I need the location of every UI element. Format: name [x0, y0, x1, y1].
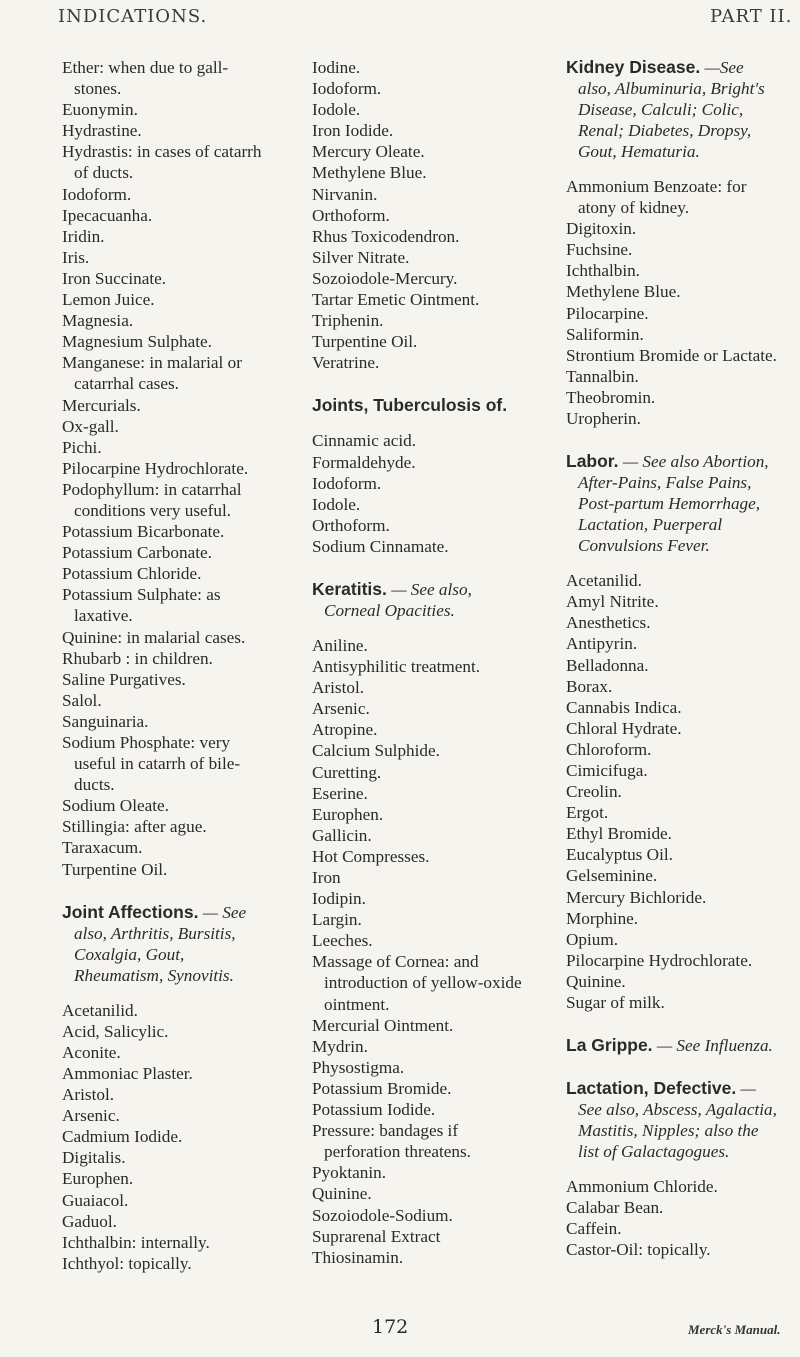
remedy-entry: Gaduol.	[62, 1211, 117, 1231]
remedy-entry: Ergot.	[566, 803, 609, 823]
remedy-entry: Ammonium Chloride.	[566, 1177, 718, 1197]
heading-title: Lactation, Defective.	[566, 1078, 737, 1099]
running-head-left: INDICATIONS.	[58, 6, 208, 27]
remedy-entry: Cannabis Indica.	[566, 697, 682, 717]
remedy-entry: Thiosinamin.	[312, 1247, 404, 1267]
remedy-entry: Curetting.	[312, 762, 382, 782]
remedy-entry: Turpentine Oil.	[62, 859, 168, 879]
remedy-entry: Gelseminine.	[566, 866, 658, 886]
remedy-entry: Calabar Bean.	[566, 1198, 664, 1218]
remedy-entry: Potassium Carbonate.	[62, 543, 212, 563]
remedy-entry: Iodipin.	[312, 889, 366, 909]
remedy-entry: Guaiacol.	[62, 1190, 129, 1210]
cross-reference: — See also, Arthritis, Bursitis, Coxalgia, Gout, Rheumatism, Synovitis.	[74, 902, 247, 985]
remedy-entry: Veratrine.	[312, 353, 380, 373]
remedy-entry: Uropherin.	[566, 409, 641, 429]
running-head-right: PART II.	[710, 6, 793, 27]
heading-title: Joint Affections.	[62, 901, 199, 922]
remedy-entry: Silver Nitrate.	[312, 247, 410, 267]
remedy-entry: Quinine.	[312, 1184, 372, 1204]
remedy-entry: Turpentine Oil.	[312, 332, 418, 352]
section-heading	[62, 902, 262, 986]
remedy-entry: Aristol.	[312, 678, 365, 698]
index-section	[312, 395, 522, 557]
remedy-entry: Mercury Bichloride.	[566, 887, 707, 907]
remedy-entry: Morphine.	[566, 908, 639, 928]
remedy-entry: Opium.	[566, 929, 619, 949]
remedy-entry: Aristol.	[62, 1085, 115, 1105]
remedy-entry: Fuchsine.	[566, 240, 633, 260]
remedy-entry: Pilocarpine Hydrochlorate.	[62, 458, 249, 478]
remedy-entry: Sodium Phosphate: very useful in catarrh of bile-ducts.	[62, 733, 241, 795]
remedy-entry: Iron Succinate.	[62, 268, 167, 288]
remedy-entry: Iris.	[62, 247, 90, 267]
remedy-entry: Strontium Bromide or Lactate.	[566, 345, 777, 365]
remedy-entry: Digitalis.	[62, 1148, 126, 1168]
remedy-entry: Eucalyptus Oil.	[566, 845, 673, 865]
remedy-entry: Podophyllum: in catarrhal conditions very useful.	[62, 479, 242, 520]
remedy-entry: Iodole.	[312, 494, 361, 514]
remedy-entry: Eserine.	[312, 783, 368, 803]
remedy-entry: Magnesia.	[62, 311, 134, 331]
remedy-entry: Ipecacuanha.	[62, 205, 153, 225]
remedy-entry: Iridin.	[62, 226, 105, 246]
remedy-entry: Belladonna.	[566, 655, 649, 675]
remedy-entry: Hot Compresses.	[312, 846, 430, 866]
remedy-entry: Sozoiodole-Sodium.	[312, 1205, 453, 1225]
index-section	[566, 1035, 778, 1056]
remedy-entry: Physostigma.	[312, 1057, 405, 1077]
remedy-entry: Mercury Oleate.	[312, 142, 425, 162]
remedy-entry: Taraxacum.	[62, 838, 143, 858]
remedy-entry: Calcium Sulphide.	[312, 741, 440, 761]
remedy-entry: Acetanilid.	[62, 1000, 138, 1020]
remedy-entry: Orthoform.	[312, 205, 390, 225]
remedy-entry: Chloral Hydrate.	[566, 718, 682, 738]
column-1	[62, 57, 262, 1274]
publisher-mark: Merck's Manual.	[688, 1322, 781, 1337]
section-heading	[566, 57, 778, 162]
remedy-entry: Potassium Bromide.	[312, 1078, 452, 1098]
index-section	[312, 579, 522, 1268]
cross-reference: — See also, Abscess, Agalactia, Mastitis, Nipples; also the list of Galactagogues.	[578, 1079, 777, 1162]
remedy-entry: Lemon Juice.	[62, 290, 155, 310]
remedy-entry: Cadmium Iodide.	[62, 1127, 183, 1147]
cross-reference: — See Influenza.	[656, 1036, 773, 1056]
remedy-entry: Europhen.	[312, 804, 384, 824]
remedy-entry: Ichthalbin.	[566, 261, 640, 281]
heading-title: Keratitis.	[312, 578, 387, 599]
remedy-entry: Euonymin.	[62, 100, 138, 120]
remedy-entry: Potassium Sulphate: as laxative.	[62, 585, 221, 626]
remedy-entry: Digitoxin.	[566, 219, 637, 239]
remedy-entry: Antisyphilitic treatment.	[312, 657, 481, 677]
remedy-entry: Acetanilid.	[566, 571, 642, 591]
remedy-entry: Massage of Cornea: and introduction of yellow-oxide ointment.	[312, 952, 522, 1014]
index-section	[566, 57, 778, 429]
heading-title: Joints, Tuberculosis of.	[312, 395, 508, 416]
remedy-entry: Manganese: in malarial or catarrhal cases.	[62, 353, 242, 394]
section-heading	[566, 1078, 778, 1162]
heading-title: Kidney Disease.	[566, 57, 701, 77]
remedy-entry: Theobromin.	[566, 387, 656, 407]
remedy-entry: Pilocarpine.	[566, 303, 649, 323]
remedy-entry: Leeches.	[312, 931, 373, 951]
section-heading	[566, 1035, 778, 1056]
remedy-entry: Aconite.	[62, 1042, 121, 1062]
remedy-entry: Aniline.	[312, 635, 368, 655]
remedy-entry: Amyl Nitrite.	[566, 592, 659, 612]
page-number: 172	[372, 1316, 409, 1338]
remedy-entry: Sozoiodole-Mercury.	[312, 268, 458, 288]
remedy-entry: Acid, Salicylic.	[62, 1021, 169, 1041]
remedy-entry: Tartar Emetic Ointment.	[312, 290, 480, 310]
remedy-entry: Castor-Oil: topically.	[566, 1240, 711, 1260]
cross-reference: —See also, Albuminuria, Bright's Disease, Calculi; Colic, Renal; Diabetes, Dropsy, Gout, Hematuria.	[578, 58, 765, 161]
heading-title: Labor.	[566, 451, 619, 472]
remedy-entry: Ichthalbin: internally.	[62, 1232, 210, 1252]
section-heading	[312, 579, 522, 621]
remedy-entry: Caffein.	[566, 1219, 622, 1239]
remedy-entry: Largin.	[312, 910, 362, 930]
remedy-entry: Formaldehyde.	[312, 452, 416, 472]
remedy-entry: Creolin.	[566, 782, 622, 802]
remedy-entry: Gallicin.	[312, 825, 372, 845]
remedy-entry: Rhus Toxicodendron.	[312, 226, 460, 246]
remedy-entry: Ammonium Benzoate: for atony of kidney.	[566, 177, 747, 218]
remedy-entry: Methylene Blue.	[312, 163, 427, 183]
remedy-entry: Saliformin.	[566, 324, 644, 344]
index-section	[62, 57, 262, 880]
remedy-entry: Iodoform.	[312, 473, 382, 493]
remedy-entry: Magnesium Sulphate.	[62, 332, 212, 352]
remedy-entry: Quinine.	[566, 971, 626, 991]
remedy-entry: Pressure: bandages if perforation threatens.	[312, 1121, 471, 1162]
remedy-entry: Ox-gall.	[62, 416, 119, 436]
remedy-entry: Borax.	[566, 676, 613, 696]
index-section	[62, 902, 262, 1274]
remedy-entry: Suprarenal Extract	[312, 1226, 441, 1246]
remedy-entry: Potassium Iodide.	[312, 1100, 436, 1120]
remedy-entry: Hydrastis: in cases of catarrh of ducts.	[62, 142, 262, 183]
remedy-entry: Rhubarb : in children.	[62, 648, 213, 668]
remedy-entry: Stillingia: after ague.	[62, 817, 207, 837]
index-section	[312, 57, 522, 373]
remedy-entry: Anesthetics.	[566, 613, 651, 633]
remedy-entry: Orthoform.	[312, 515, 390, 535]
remedy-entry: Sodium Oleate.	[62, 796, 169, 816]
column-3	[566, 57, 778, 1260]
remedy-entry: Ether: when due to gall-stones.	[62, 58, 229, 99]
remedy-entry: Sanguinaria.	[62, 711, 149, 731]
remedy-entry: Iodoform.	[62, 184, 132, 204]
remedy-entry: Quinine: in malarial cases.	[62, 627, 246, 647]
column-2	[312, 57, 522, 1268]
remedy-entry: Salol.	[62, 690, 102, 710]
remedy-entry: Iodoform.	[312, 79, 382, 99]
remedy-entry: Cinnamic acid.	[312, 431, 417, 451]
cross-reference: — See also Abortion, After-Pains, False Pains, Post-partum Hemorrhage, Lactation, Puerperal Convulsions Fever.	[578, 452, 769, 556]
index-section	[566, 1078, 778, 1260]
section-heading	[312, 395, 522, 416]
remedy-entry: Tannalbin.	[566, 366, 639, 386]
remedy-entry: Mercurials.	[62, 395, 141, 415]
remedy-entry: Hydrastine.	[62, 121, 142, 141]
remedy-entry: Ichthyol: topically.	[62, 1253, 192, 1273]
remedy-entry: Europhen.	[62, 1169, 134, 1189]
index-section	[566, 451, 778, 1013]
remedy-entry: Triphenin.	[312, 311, 384, 331]
remedy-entry: Cimicifuga.	[566, 760, 648, 780]
remedy-entry: Pilocarpine Hydrochlorate.	[566, 950, 753, 970]
remedy-entry: Atropine.	[312, 720, 378, 740]
remedy-entry: Nirvanin.	[312, 184, 378, 204]
remedy-entry: Potassium Bicarbonate.	[62, 522, 225, 542]
remedy-entry: Iron Iodide.	[312, 121, 394, 141]
remedy-entry: Chloroform.	[566, 739, 652, 759]
heading-title: La Grippe.	[566, 1035, 653, 1056]
remedy-entry: Methylene Blue.	[566, 282, 681, 302]
remedy-entry: Mydrin.	[312, 1036, 368, 1056]
remedy-entry: Arsenic.	[62, 1106, 120, 1126]
remedy-entry: Pichi.	[62, 437, 102, 457]
remedy-entry: Potassium Chloride.	[62, 564, 202, 584]
remedy-entry: Sodium Cinnamate.	[312, 536, 449, 556]
remedy-entry: Sugar of milk.	[566, 993, 665, 1012]
remedy-entry: Ammoniac Plaster.	[62, 1063, 193, 1083]
section-heading	[566, 451, 778, 556]
remedy-entry: Iodine.	[312, 58, 361, 77]
remedy-entry: Arsenic.	[312, 699, 370, 719]
remedy-entry: Antipyrin.	[566, 634, 638, 654]
cross-reference: — See also, Corneal Opacities.	[324, 579, 472, 620]
remedy-entry: Iron	[312, 868, 341, 887]
remedy-entry: Mercurial Ointment.	[312, 1015, 454, 1035]
remedy-entry: Pyoktanin.	[312, 1163, 387, 1183]
remedy-entry: Saline Purgatives.	[62, 669, 186, 689]
remedy-entry: Ethyl Bromide.	[566, 824, 672, 844]
remedy-entry: Iodole.	[312, 100, 361, 120]
